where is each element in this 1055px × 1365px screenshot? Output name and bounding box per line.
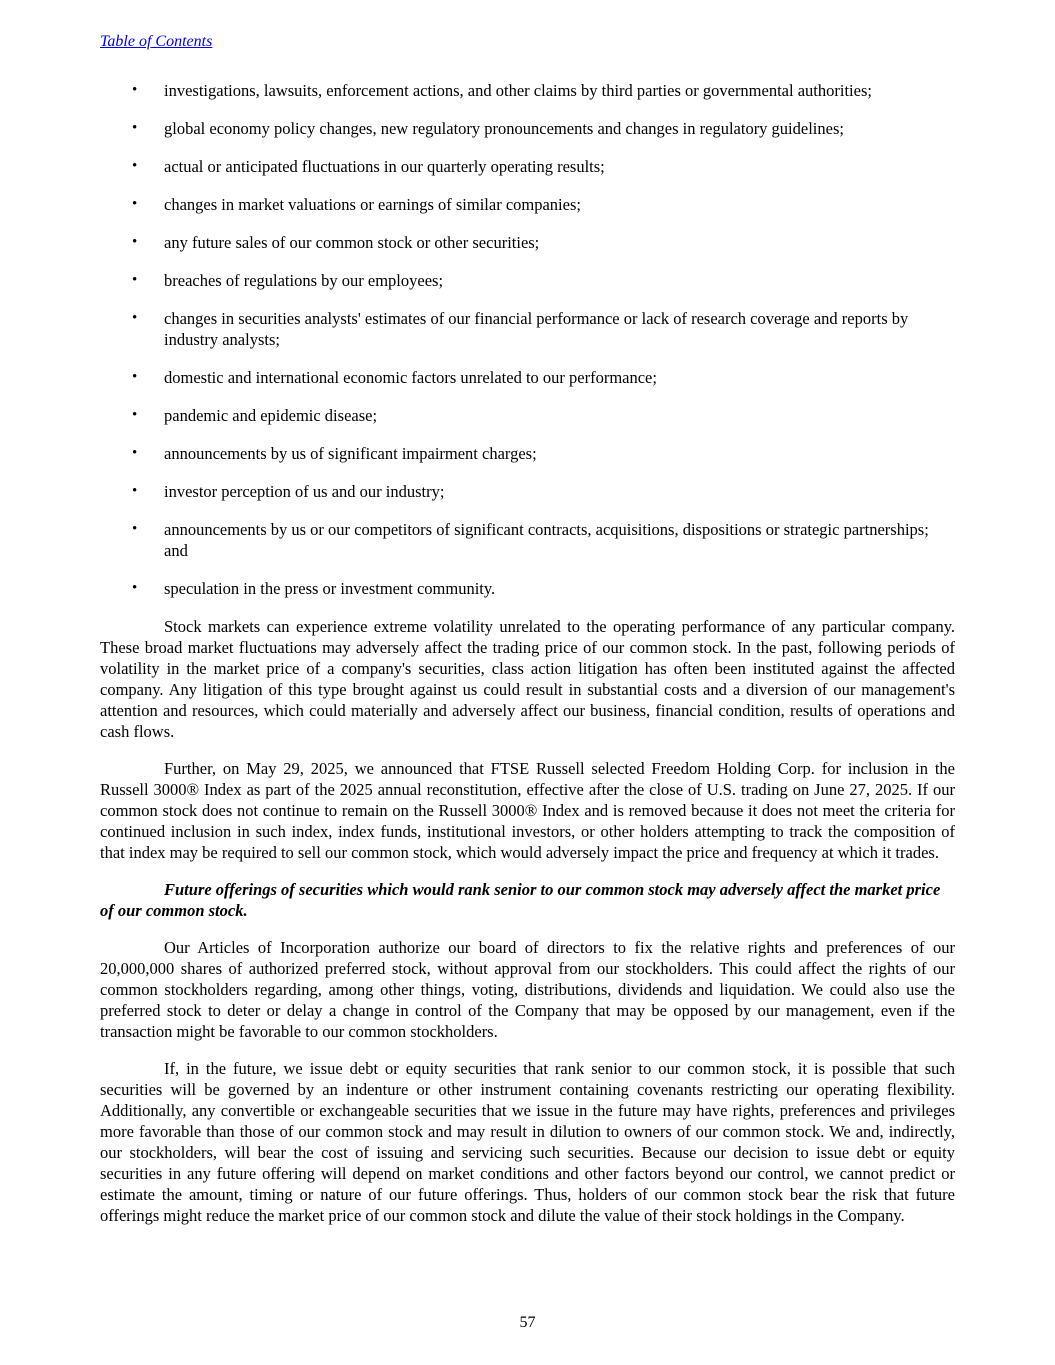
bullet-item <box>132 156 955 177</box>
bullet-text: speculation in the press or investment community. <box>164 579 496 598</box>
bullet-item <box>132 118 955 139</box>
bullet-item <box>132 519 955 561</box>
paragraph-stock-market-volatility: Stock markets can experience extreme volatility unrelated to the operating performance of any particular company. These broad market fluctuations may adversely affect the trading price of our common stock. In the past, following periods of volatility in the market price of a company's securities, class action litigation has often been instituted against the affected company. Any litigation of this type brought against us could result in substantial costs and a diversion of our management's attention and resources, which could materially and adversely affect our business, financial condition, results of operations and cash flows. <box>100 617 955 741</box>
table-of-contents-link[interactable]: Table of Contents <box>100 33 213 50</box>
bullet-text: announcements by us of significant impairment charges; <box>164 444 537 463</box>
bullet-marker: • <box>132 521 138 537</box>
bullet-item <box>132 443 955 464</box>
bullet-marker: • <box>132 272 138 288</box>
bullet-marker: • <box>132 483 138 499</box>
bullet-marker: • <box>132 82 138 98</box>
bullet-text: investor perception of us and our industry; <box>164 482 445 501</box>
bullet-item <box>132 308 955 350</box>
bullet-item <box>132 270 955 291</box>
bullet-item <box>132 578 955 599</box>
bullet-item <box>132 405 955 426</box>
bullet-marker: • <box>132 580 138 596</box>
bullet-item <box>132 367 955 388</box>
risk-factor-heading-future-offerings: Future offerings of securities which would rank senior to our common stock may adversely affect the market price of our common stock. <box>100 880 941 920</box>
bullet-item <box>132 80 955 101</box>
bullet-marker: • <box>132 196 138 212</box>
bullet-marker: • <box>132 407 138 423</box>
bullet-marker: • <box>132 120 138 136</box>
paragraph-russell-index: Further, on May 29, 2025, we announced that FTSE Russell selected Freedom Holding Corp. for inclusion in the Russell 3000® Index as part of the 2025 annual reconstitution, effective after the close of U.S. trading on June 27, 2025. If our common stock does not continue to remain on the Russell 3000® Index and is removed because it does not meet the criteria for continued inclusion in such index, index funds, institutional investors, or other holders attempting to track the composition of that index may be required to sell our common stock, which would adversely impact the price and frequency at which it trades. <box>100 759 955 862</box>
bullet-text: actual or anticipated fluctuations in our quarterly operating results; <box>164 157 605 176</box>
bullet-text: domestic and international economic factors unrelated to our performance; <box>164 368 657 387</box>
paragraph-senior-securities: If, in the future, we issue debt or equity securities that rank senior to our common stock, it is possible that such securities will be governed by an indenture or other instrument containing covenants restricting our operating flexibility. Additionally, any convertible or exchangeable securities that we issue in the future may have rights, preferences and privileges more favorable than those of our common stock and may result in dilution to owners of our common stock. We and, indirectly, our stockholders, will bear the cost of issuing and servicing such securities. Because our decision to issue debt or equity securities in any future offering will depend on market conditions and other factors beyond our control, we cannot predict or estimate the amount, timing or nature of our future offerings. Thus, holders of our common stock bear the risk that future offerings might reduce the market price of our common stock and dilute the value of their stock holdings in the Company. <box>100 1059 955 1225</box>
bullet-item <box>132 481 955 502</box>
bullet-marker: • <box>132 445 138 461</box>
paragraph-articles-of-incorporation: Our Articles of Incorporation authorize our board of directors to fix the relative rights and preferences of our 20,000,000 shares of authorized preferred stock, without approval from our stockholders. This could affect the rights of our common stockholders regarding, among other things, voting, distributions, dividends and liquidation. We could also use the preferred stock to deter or delay a change in control of the Company that may be opposed by our management, even if the transaction might be favorable to our common stockholders. <box>100 938 955 1041</box>
bullet-text: announcements by us or our competitors of significant contracts, acquisitions, dispositions or strategic partnerships; and <box>164 520 929 560</box>
bullet-marker: • <box>132 234 138 250</box>
bullet-text: global economy policy changes, new regulatory pronouncements and changes in regulatory guidelines; <box>164 119 844 138</box>
bullet-marker: • <box>132 369 138 385</box>
bullet-text: changes in securities analysts' estimates of our financial performance or lack of research coverage and reports by industry analysts; <box>164 309 909 349</box>
bullet-item <box>132 194 955 215</box>
risk-factor-bullet-list <box>100 80 955 599</box>
bullet-text: any future sales of our common stock or other securities; <box>164 233 540 252</box>
bullet-text: changes in market valuations or earnings of similar companies; <box>164 195 581 214</box>
bullet-marker: • <box>132 310 138 326</box>
bullet-text: breaches of regulations by our employees; <box>164 271 444 290</box>
bullet-text: pandemic and epidemic disease; <box>164 406 378 425</box>
bullet-item <box>132 232 955 253</box>
bullet-text: investigations, lawsuits, enforcement actions, and other claims by third parties or governmental authorities; <box>164 81 872 100</box>
page-number: 57 <box>519 1314 536 1331</box>
bullet-marker: • <box>132 158 138 174</box>
